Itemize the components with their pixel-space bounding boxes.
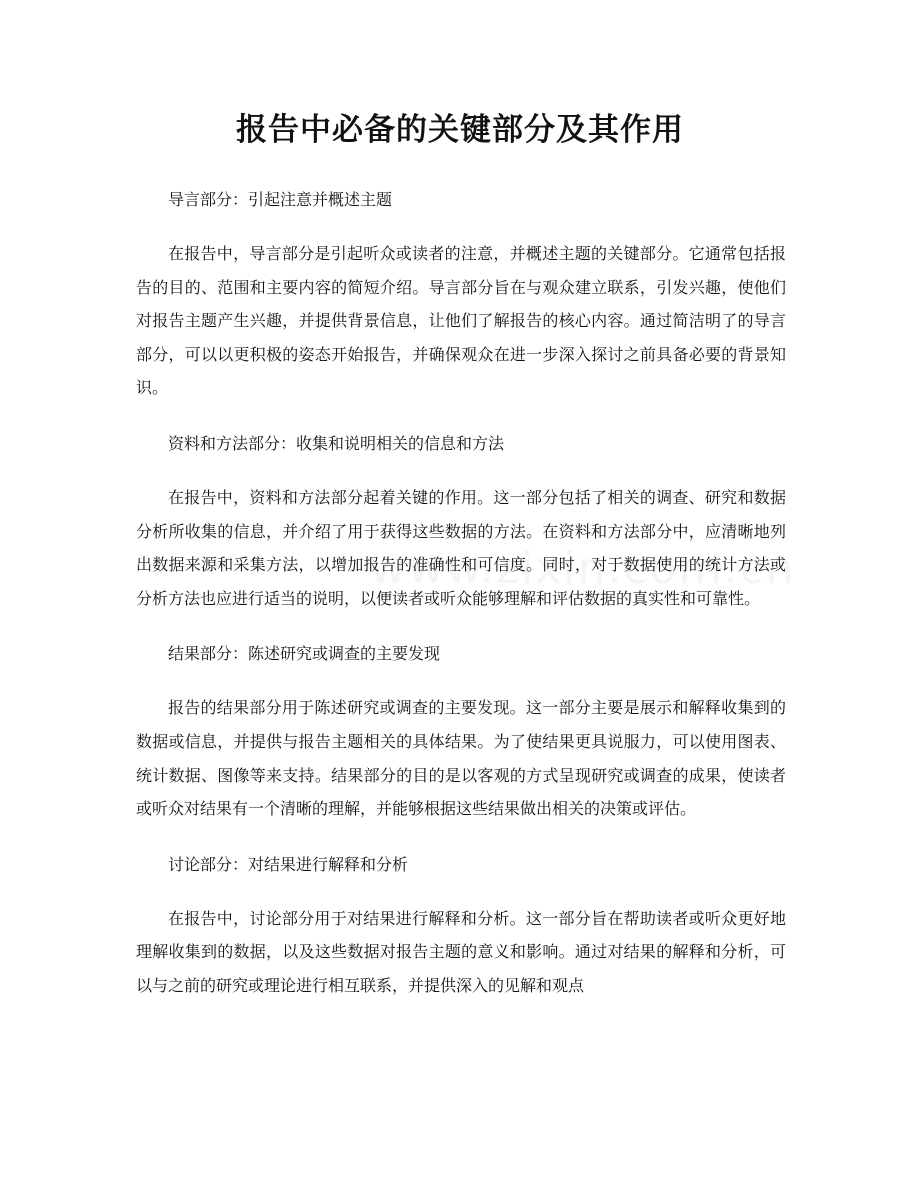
section-paragraph-introduction: 在报告中，导言部分是引起听众或读者的注意，并概述主题的关键部分。它通常包括报告的目的、范围和主要内容的简短介绍。导言部分旨在与观众建立联系，引发兴趣，使他们对报告主题产生兴趣，并提供背景信息，让他们了解报告的核心内容。通过简洁明了的导言部分，可以以更积极的姿态开始报告，并确保观众在进一步深入探讨之前具备必要的背景知识。 [136, 244, 786, 398]
section-heading-results: 结果部分：陈述研究或调查的主要发现 [168, 644, 441, 664]
section-heading-materials-methods: 资料和方法部分：收集和说明相关的信息和方法 [168, 433, 505, 453]
document-body [136, 183, 786, 1025]
section-paragraph-results: 报告的结果部分用于陈述研究或调查的主要发现。这一部分主要是展示和解释收集到的数据或信息，并提供与报告主题相关的具体结果。为了使结果更具说服力，可以使用图表、统计数据、图像等来支持。结果部分的目的是以客观的方式呈现研究或调查的成果，使读者或听众对结果有一个清晰的理解，并能够根据这些结果做出相关的决策或评估。 [136, 698, 786, 819]
document-title: 报告中必备的关键部分及其作用 [236, 112, 684, 148]
section-paragraph-materials-methods: 在报告中，资料和方法部分起着关键的作用。这一部分包括了相关的调查、研究和数据分析所收集的信息，并介绍了用于获得这些数据的方法。在资料和方法部分中，应清晰地列出数据来源和采集方法，以增加报告的准确性和可信度。同时，对于数据使用的统计方法或分析方法也应进行适当的说明，以便读者或听众能够理解和评估数据的真实性和可靠性。 [136, 487, 786, 608]
section-heading-discussion: 讨论部分：对结果进行解释和分析 [168, 854, 409, 874]
section-heading-introduction: 导言部分：引起注意并概述主题 [168, 190, 393, 209]
section-paragraph-discussion: 在报告中，讨论部分用于对结果进行解释和分析。这一部分旨在帮助读者或听众更好地理解收集到的数据，以及这些数据对报告主题的意义和影响。通过对结果的解释和分析，可以与之前的研究或理论进行相互联系，并提供深入的见解和观点 [136, 908, 786, 995]
